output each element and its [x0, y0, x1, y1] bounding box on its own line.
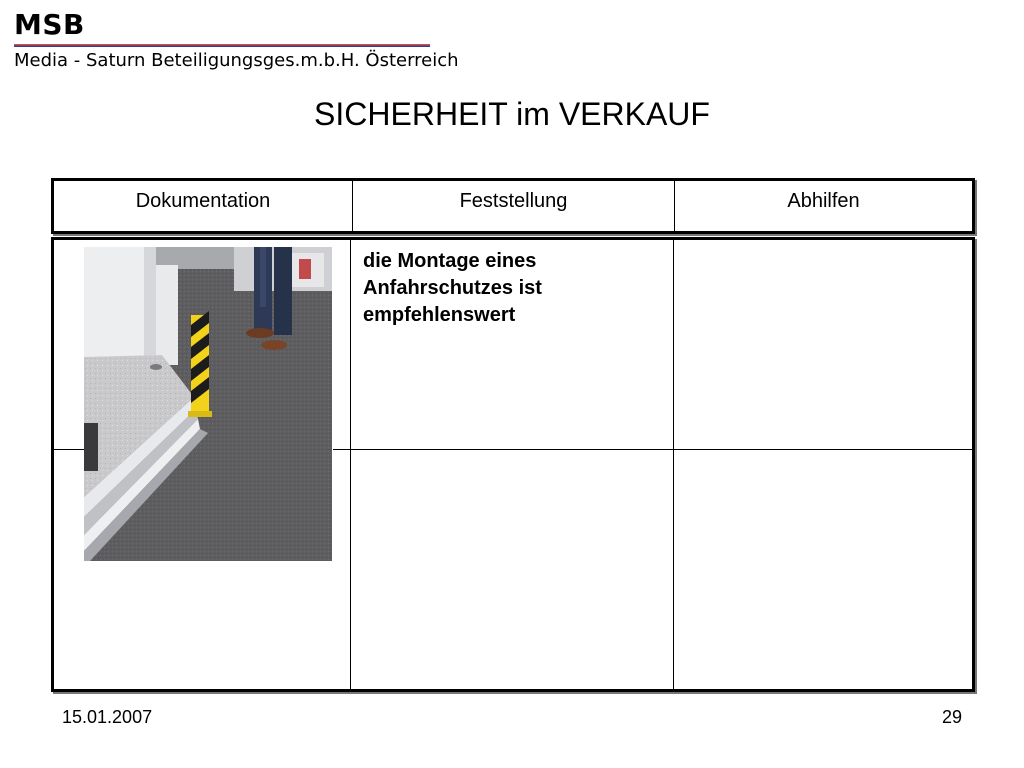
column-header-dokumentation: Dokumentation	[135, 190, 271, 212]
company-name: Media - Saturn Beteiligungsges.m.b.H. Österreich	[14, 50, 459, 71]
company-logo-mark: MSB	[14, 8, 85, 41]
column-header-abhilfen: Abhilfen	[674, 181, 972, 231]
footer-date: 15.01.2007	[62, 707, 153, 727]
row-divider	[54, 449, 85, 450]
page-title: SICHERHEIT im VERKAUF	[314, 96, 710, 132]
table-header	[51, 178, 975, 234]
finding-text: die Montage eines Anfahrschutzes ist empfehlenswert	[363, 250, 542, 326]
row-divider	[333, 449, 972, 450]
column-divider	[673, 240, 674, 689]
column-divider	[350, 240, 351, 689]
page-number: 29	[941, 707, 962, 727]
logo-divider	[14, 44, 430, 47]
column-header-feststellung: Feststellung	[352, 181, 674, 231]
documentation-photo	[84, 247, 332, 561]
